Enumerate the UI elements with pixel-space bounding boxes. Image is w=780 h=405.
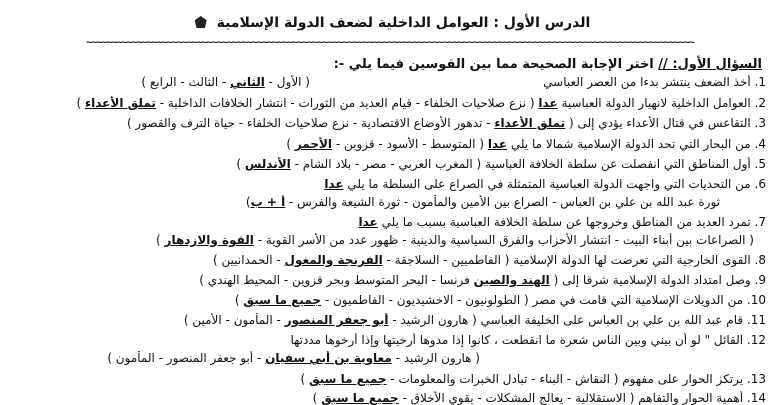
answer-text: الأندلس <box>244 157 291 171</box>
row-text: 11. قام عبد الله بن علي بن العباس على الخليفة العباسي ( هارون الرشيد - <box>388 313 766 327</box>
question-title <box>334 57 762 73</box>
row-text: ) <box>234 293 244 307</box>
row-text: فرنسا - البحر المتوسط وبحر قزوين - المحيط الهندي ) <box>199 273 474 287</box>
row-text: ) <box>286 137 295 151</box>
row-text: 5. أول المناطق التي انفصلت عن سلطة الخلافة العباسية <box>485 157 766 171</box>
answer-text: الفرنجة والمغول <box>284 253 383 267</box>
options-row <box>6 351 480 365</box>
row-text: ( الأول - <box>264 75 310 89</box>
row-text: 3. التقاعس في قتال الأعداء يؤدي إلى ( <box>565 116 766 130</box>
row-text: 1. أخذ الضعف ينتشر بدءا من العصر العباسي <box>543 75 766 89</box>
answer-text: تملق الأعداء <box>494 116 566 130</box>
lesson-title: الدرس الأول : العوامل الداخلية لضعف الدولة الإسلامية <box>216 15 591 31</box>
row-text: ) <box>156 233 165 247</box>
question-row <box>6 273 766 287</box>
row-text: 13. يرتكز الحوار على مفهوم ( النقاش - البناء - تبادل الخبرات والمعلومات - <box>386 372 766 386</box>
row-text: 12. القائل " لو أن بيني وبين الناس شعرة ما انقطعت ، كانوا إذا مدوها أرخيتها وإذا أرخوها مددتها <box>290 333 766 347</box>
answer-text: جميع ما سبق <box>308 372 387 386</box>
row-text: 9. وصل امتداد الدولة الإسلامية شرقا إلى ( <box>549 273 766 287</box>
answer-text: الأحمر <box>294 137 333 151</box>
row-text: ( الصراعات بين أبناء البيت - انتشار الأحزاب والفرق السياسية والدينية - ظهور عدد من الأسر القوية - <box>253 233 754 247</box>
row-text: ( هارون الرشيد - <box>391 351 480 365</box>
question-row <box>6 157 766 171</box>
row-text: ) <box>236 157 245 171</box>
question-row <box>6 137 766 151</box>
options-row <box>6 233 754 247</box>
answer-text: جميع ما سبق <box>243 293 322 307</box>
options-row <box>6 195 720 209</box>
row-text: 7. تمرد العديد من المناطق وخروجها عن سلطة الخلافة العباسية بسبب ما يلي <box>377 215 766 229</box>
answer-text: جميع ما سبق <box>321 391 399 405</box>
answer-text: أبو جعفر المنصور <box>284 313 389 327</box>
row-text: 4. من البحار التي تحد الدولة الإسلامية شمالا ما يلي <box>507 137 766 151</box>
except-word: عدا <box>487 137 508 151</box>
row-text: - تدهور الأوضاع الاقتصادية - نزع صلاحيات الخلفاء - حياة الترف والقصور ) <box>126 116 495 130</box>
answer-text: القوة والازدهار <box>164 233 254 247</box>
row-text: 2. العوامل الداخلية لانهيار الدولة العباسية <box>557 96 766 110</box>
row-text: - الحمدانيين ) <box>213 253 285 267</box>
row-text: 6. من التحديات التي واجهت الدولة العباسية المتمثلة في الصراع على السلطة ما يلي <box>343 177 766 191</box>
except-word: عدا <box>324 177 344 191</box>
question-row <box>6 391 766 405</box>
question-row <box>6 177 766 191</box>
row-text: 10. من الدويلات الإسلامية التي قامت في مصر ( الطولونيون - الاخشيديون - الفاطميون - <box>321 293 766 307</box>
tilde-separator: ~~~~~~~~~~~~~~~~~~~~~~~~~~~~~~~~~~~~~~~~~~~~~~~~~~~~~~~~~~~~~~~~~~~~~~~~~~~~~~~~~~~~~~~~~~~~~~~~~~~~~~~~~~~~~~~~~~~~~~~~~ <box>86 38 694 48</box>
answer-text: تملق الأعداء <box>85 96 156 110</box>
question-row <box>6 96 766 110</box>
row-text: - المأمون - الأمين ) <box>183 313 285 327</box>
question-label: السؤال الأول: // <box>658 57 762 72</box>
question-row <box>6 293 766 307</box>
question-row <box>6 116 766 130</box>
row-text: 8. القوى الخارجية التي تعرضت لها الدولة الإسلامية ( الفاطميين - السلاجقة - <box>382 253 766 267</box>
answer-text: الهند والصين <box>473 273 550 287</box>
row-text: ) <box>76 96 85 110</box>
row-text: 14. أهمية الحوار والتفاهم ( الاستقلالية - يعالج المشكلات - يقوي الأخلاق - <box>398 391 766 405</box>
row-text: ثورة عبد الله بن علي بن العباس - الصراع بين الأمين والمأمون - ثورة الشيعة والفرس - <box>285 195 720 209</box>
options-row <box>6 75 310 89</box>
question-instruction: اختر الإجابة الصحيحة مما بين القوسين فيما يلي -: <box>333 57 654 72</box>
question-row <box>6 253 766 267</box>
except-word: عدا <box>538 96 558 110</box>
lesson-header <box>0 14 780 32</box>
answer-text: الثاني <box>230 75 265 89</box>
row-text: ) <box>300 372 309 386</box>
question-row <box>6 215 766 229</box>
row-text: ) <box>312 391 322 405</box>
row-text: - أبو جعفر المنصور - المأمون ) <box>107 351 266 365</box>
row-text: - الثالث - الرابع ) <box>141 75 231 89</box>
question-row <box>6 372 766 386</box>
answer-text: معاوية بن أبي سفيان <box>265 351 392 365</box>
row-text: ( نزع صلاحيات الخلفاء - قيام العديد من الثورات - انتشار الخلافات الداخلية - <box>155 96 539 110</box>
row-text: ) <box>245 195 251 209</box>
row-text: ( المتوسط - الأسود - قزوين - <box>332 137 488 151</box>
emblem-icon <box>194 16 208 28</box>
question-row <box>6 313 766 327</box>
question-row <box>6 333 766 347</box>
row-text: ( المغرب العربي - مصر - بلاد الشام - <box>290 157 486 171</box>
answer-text: أ + ب <box>250 195 286 209</box>
except-word: عدا <box>358 215 378 229</box>
